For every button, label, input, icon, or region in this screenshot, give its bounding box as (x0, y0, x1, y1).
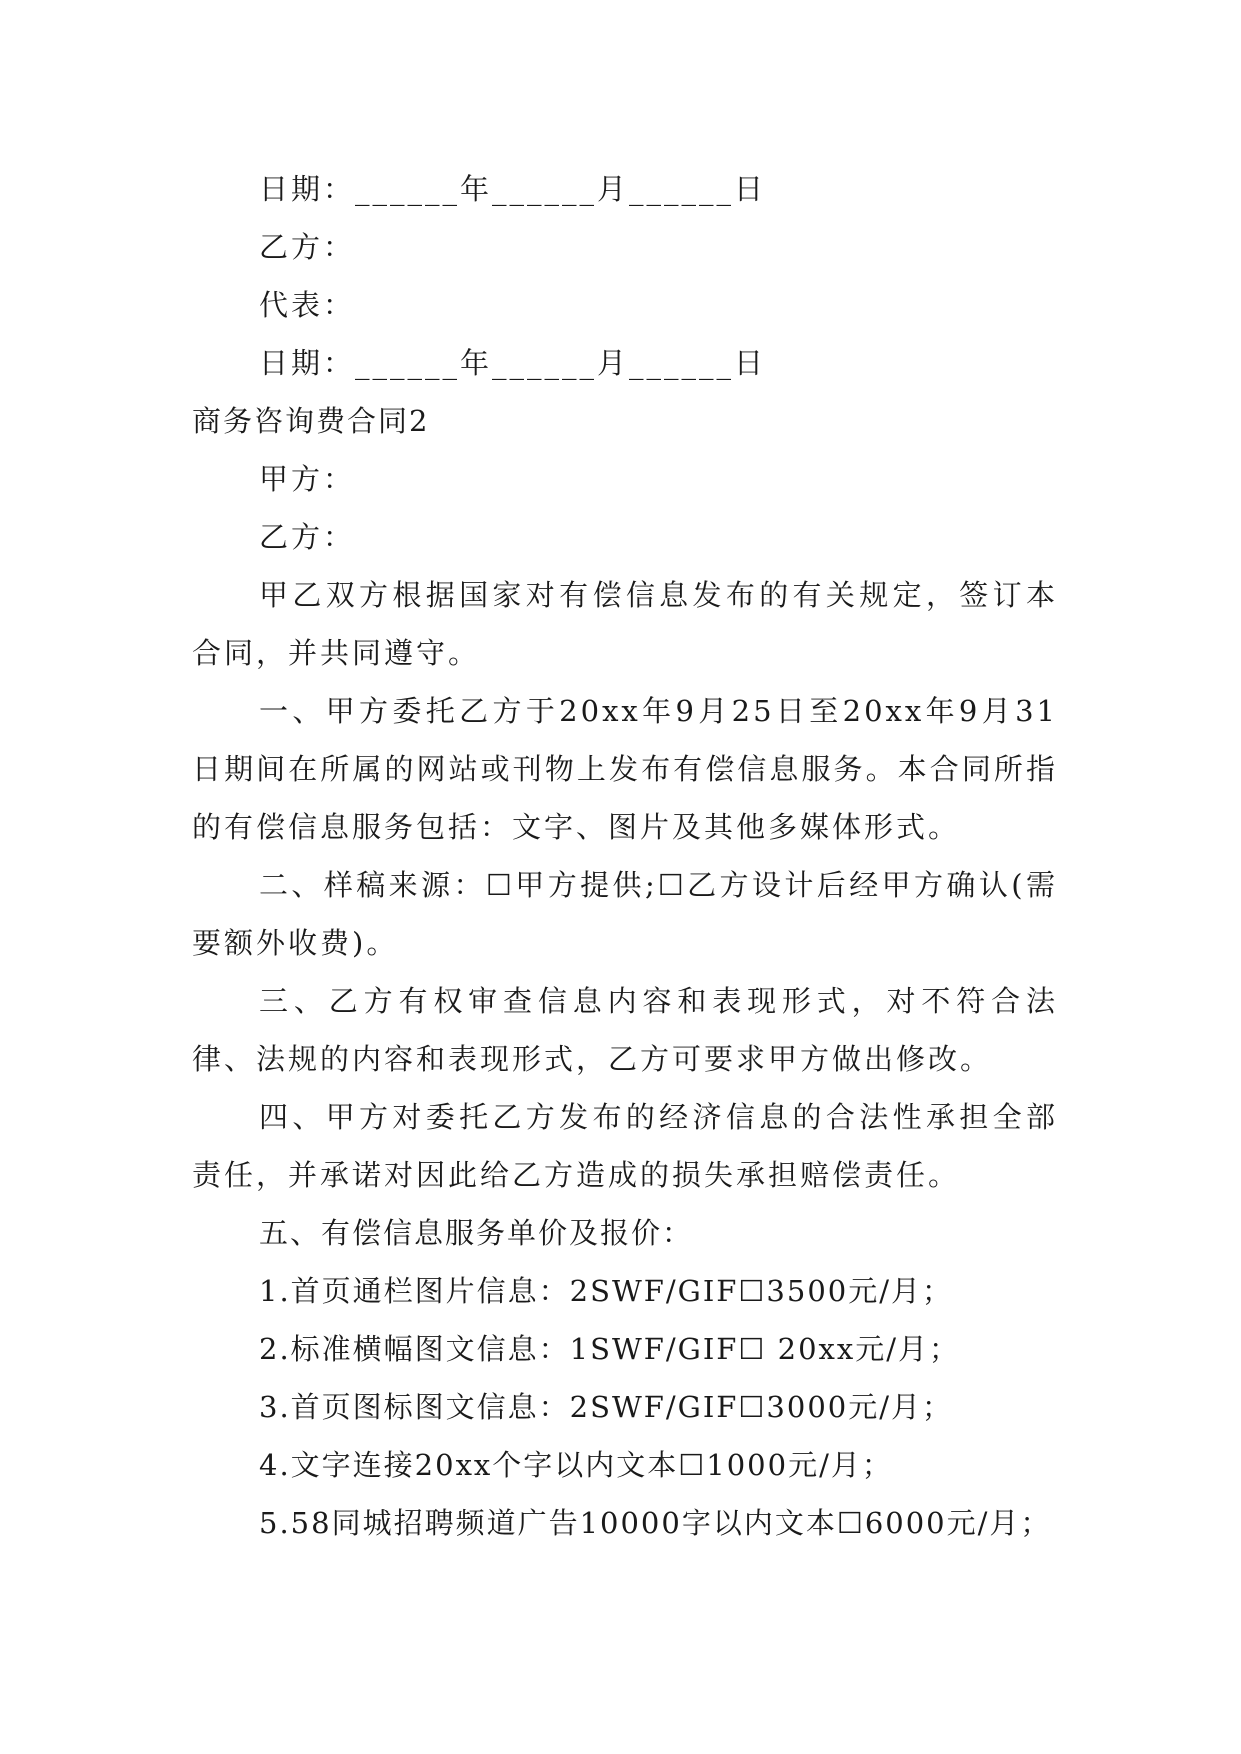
clause-2-paragraph: 二、样稿来源：☐甲方提供;☐乙方设计后经甲方确认(需要额外收费)。 (192, 868, 1058, 960)
price-item-3: 3.首页图标图文信息：2SWF/GIF☐3000元/月； (259, 1390, 954, 1424)
contract-title: 商务咨询费合同2 (192, 404, 430, 438)
party-b-label: 乙方： (259, 520, 356, 554)
document-content (192, 160, 1058, 1552)
price-item-4: 4.文字连接20xx个字以内文本☐1000元/月； (259, 1448, 893, 1482)
price-item-2: 2.标准横幅图文信息：1SWF/GIF☐ 20xx元/月； (259, 1332, 961, 1366)
price-item-1: 1.首页通栏图片信息：2SWF/GIF☐3500元/月； (259, 1274, 954, 1308)
clause-1-paragraph: 一、甲方委托乙方于20xx年9月25日至20xx年9月31日期间在所属的网站或刊物上发布有偿信息服务。本合同所指的有偿信息服务包括：文字、图片及其他多媒体形式。 (192, 694, 1058, 844)
clause-5-heading: 五、有偿信息服务单价及报价： (259, 1216, 694, 1250)
clause-3-paragraph: 三、乙方有权审查信息内容和表现形式，对不符合法律、法规的内容和表现形式，乙方可要求甲方做出修改。 (192, 984, 1058, 1076)
signature-date-line-1: 日期：______年______月______日 (259, 172, 767, 206)
price-item-5: 5.58同城招聘频道广告10000字以内文本☐6000元/月； (259, 1506, 1052, 1540)
party-a-label: 甲方： (259, 462, 356, 496)
intro-paragraph: 甲乙双方根据国家对有偿信息发布的有关规定，签订本合同，并共同遵守。 (192, 578, 1058, 670)
signature-representative-label: 代表： (259, 288, 356, 322)
signature-date-line-2: 日期：______年______月______日 (259, 346, 767, 380)
signature-party-b-label: 乙方： (259, 230, 356, 264)
clause-4-paragraph: 四、甲方对委托乙方发布的经济信息的合法性承担全部责任，并承诺对因此给乙方造成的损失承担赔偿责任。 (192, 1100, 1058, 1192)
